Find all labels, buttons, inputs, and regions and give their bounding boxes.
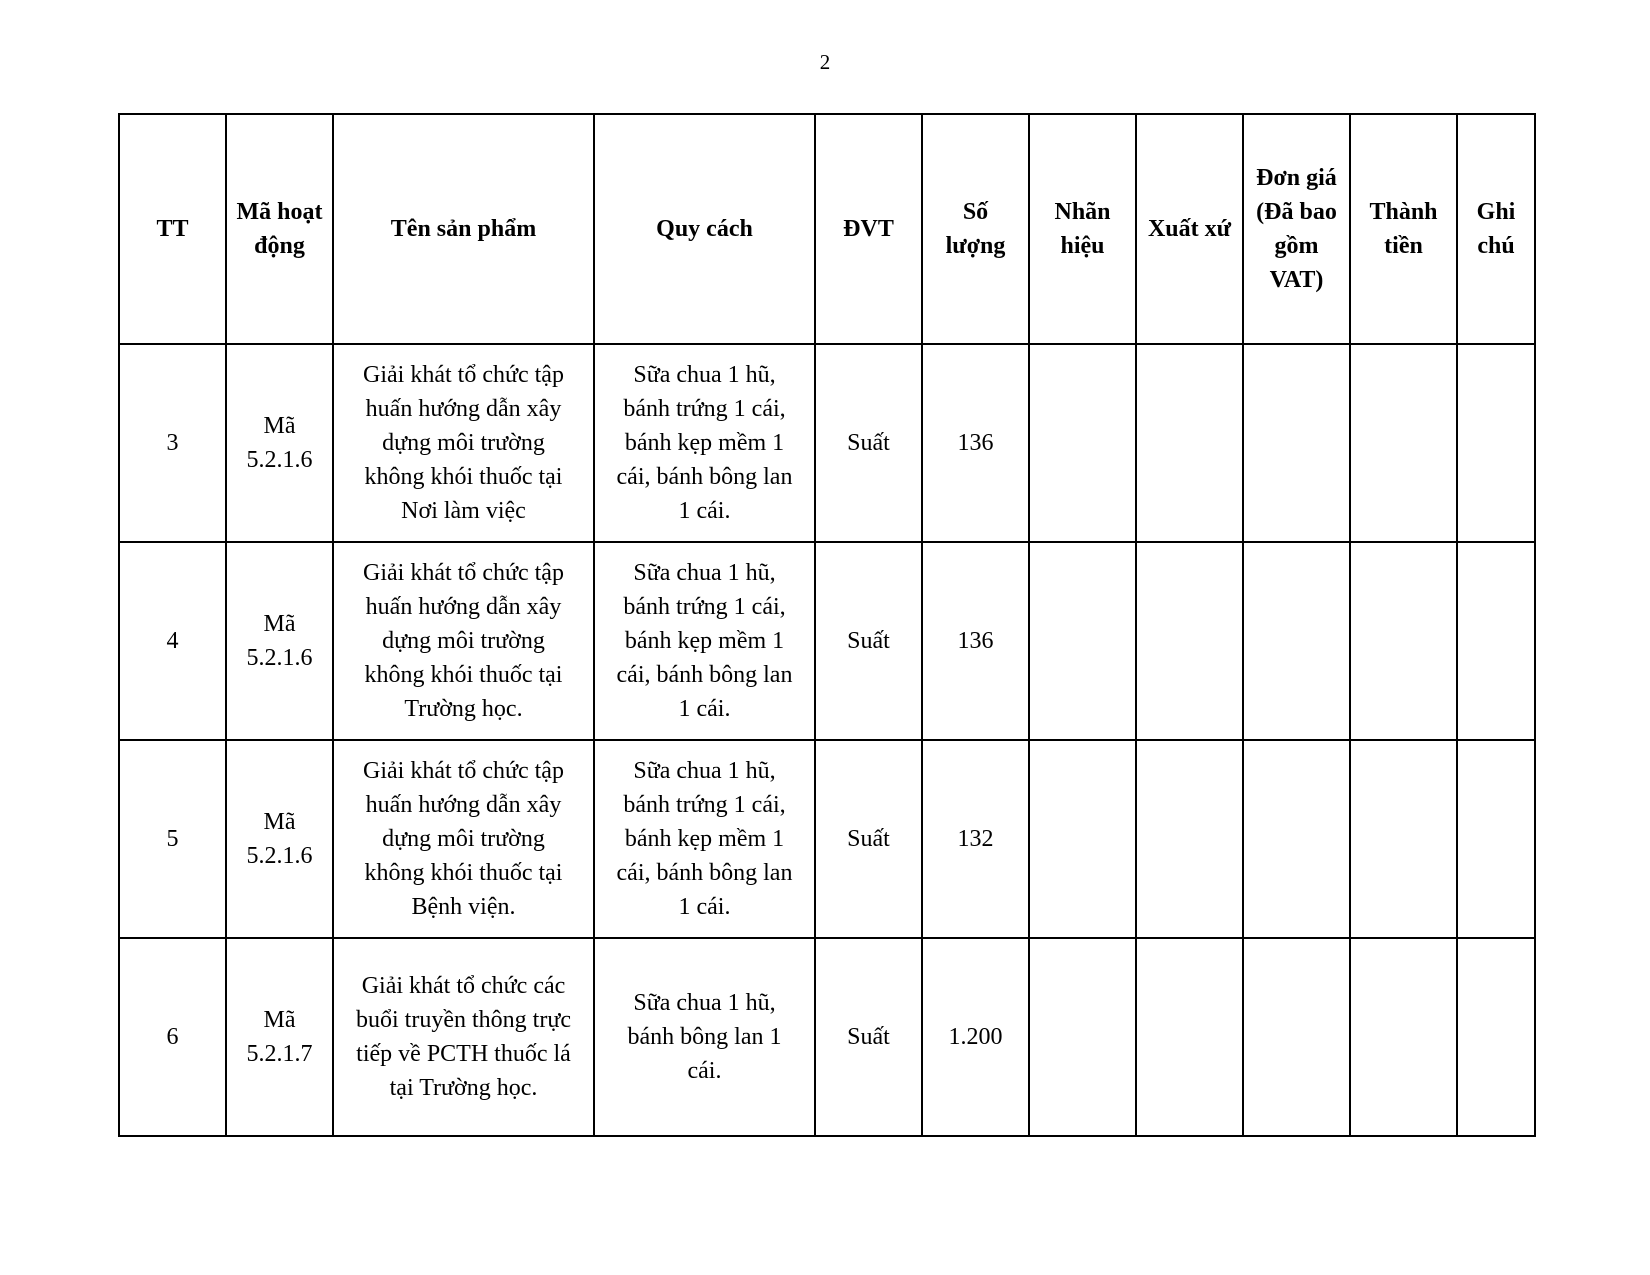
- cell-specification-text: Sữa chua 1 hũ, bánh trứng 1 cái, bánh kẹp mềm 1 cái, bánh bông lan 1 cái.: [616, 362, 793, 524]
- header-unit-price: [1243, 114, 1350, 344]
- cell-activity-code-text: Mã 5.2.1.6: [246, 413, 313, 473]
- header-unit-price-label: Đơn giá (Đã bao gồm VAT): [1256, 165, 1337, 293]
- cell-quantity-text: 132: [957, 826, 994, 852]
- cell-unit: [815, 542, 922, 740]
- cell-product-name: [333, 542, 594, 740]
- header-specification: [594, 114, 815, 344]
- header-origin: [1136, 114, 1243, 344]
- cell-origin: [1136, 542, 1243, 740]
- table-row: [119, 344, 1535, 542]
- header-total: [1350, 114, 1457, 344]
- cell-brand: [1029, 938, 1136, 1136]
- cell-total: [1350, 938, 1457, 1136]
- cell-unit-text: Suất: [847, 628, 890, 654]
- table-row: [119, 542, 1535, 740]
- header-row: [119, 114, 1535, 344]
- cell-tt-text: 6: [166, 1024, 179, 1050]
- header-total-label: Thành tiền: [1369, 199, 1438, 259]
- cell-unit-text: Suất: [847, 430, 890, 456]
- header-activity-code-label: Mã hoạt động: [236, 199, 323, 259]
- cell-product-name-text: Giải khát tổ chức các buổi truyền thông trực tiếp về PCTH thuốc lá tại Trường học.: [356, 973, 571, 1101]
- header-brand-label: Nhãn hiệu: [1054, 199, 1111, 259]
- cell-unit-price: [1243, 938, 1350, 1136]
- cell-brand: [1029, 344, 1136, 542]
- cell-total: [1350, 740, 1457, 938]
- cell-product-name: [333, 344, 594, 542]
- header-unit-label: ĐVT: [843, 216, 894, 242]
- page-number: 2: [819, 50, 831, 74]
- cell-quantity: [922, 938, 1029, 1136]
- cell-activity-code: [226, 344, 333, 542]
- cell-specification-text: Sữa chua 1 hũ, bánh bông lan 1 cái.: [627, 990, 782, 1084]
- cell-unit-text: Suất: [847, 1024, 890, 1050]
- cell-tt: [119, 938, 226, 1136]
- cell-quantity: [922, 740, 1029, 938]
- table-header: [119, 114, 1535, 344]
- cell-tt: [119, 344, 226, 542]
- cell-note: [1457, 344, 1535, 542]
- cell-brand: [1029, 542, 1136, 740]
- cell-specification-text: Sữa chua 1 hũ, bánh trứng 1 cái, bánh kẹp mềm 1 cái, bánh bông lan 1 cái.: [616, 560, 793, 722]
- cell-note: [1457, 938, 1535, 1136]
- cell-origin: [1136, 938, 1243, 1136]
- header-brand: [1029, 114, 1136, 344]
- table-row: [119, 740, 1535, 938]
- cell-specification: [594, 542, 815, 740]
- cell-unit-price: [1243, 344, 1350, 542]
- header-quantity: [922, 114, 1029, 344]
- cell-product-name: [333, 740, 594, 938]
- cell-specification: [594, 344, 815, 542]
- cell-tt: [119, 542, 226, 740]
- header-tt: [119, 114, 226, 344]
- cell-unit-price: [1243, 542, 1350, 740]
- cell-unit: [815, 740, 922, 938]
- cell-product-name-text: Giải khát tổ chức tập huấn hướng dẫn xây dựng môi trường không khói thuốc tại Nơi làm việc: [363, 362, 564, 524]
- header-tt-label: TT: [156, 216, 189, 242]
- cell-activity-code: [226, 938, 333, 1136]
- table-row: [119, 938, 1535, 1136]
- cell-quantity: [922, 344, 1029, 542]
- cell-product-name-text: Giải khát tổ chức tập huấn hướng dẫn xây dựng môi trường không khói thuốc tại Bệnh viện.: [363, 758, 564, 920]
- cell-activity-code: [226, 542, 333, 740]
- cell-quantity: [922, 542, 1029, 740]
- header-product-name-label: Tên sản phẩm: [390, 216, 537, 242]
- header-quantity-label: Số lượng: [945, 199, 1006, 259]
- cell-note: [1457, 740, 1535, 938]
- header-specification-label: Quy cách: [656, 216, 753, 242]
- cell-tt: [119, 740, 226, 938]
- cell-tt-text: 4: [166, 628, 179, 654]
- header-note-label: Ghi chú: [1476, 199, 1516, 259]
- cell-product-name: [333, 938, 594, 1136]
- cell-specification: [594, 740, 815, 938]
- cell-note: [1457, 542, 1535, 740]
- header-origin-label: Xuất xứ: [1147, 216, 1232, 242]
- cell-activity-code-text: Mã 5.2.1.7: [246, 1007, 313, 1067]
- cell-tt-text: 5: [166, 826, 179, 852]
- table-body: [119, 344, 1535, 1136]
- cell-origin: [1136, 740, 1243, 938]
- cell-specification-text: Sữa chua 1 hũ, bánh trứng 1 cái, bánh kẹp mềm 1 cái, bánh bông lan 1 cái.: [616, 758, 793, 920]
- cell-unit-price: [1243, 740, 1350, 938]
- header-activity-code: [226, 114, 333, 344]
- cell-unit: [815, 344, 922, 542]
- cell-total: [1350, 344, 1457, 542]
- cell-quantity-text: 136: [957, 430, 994, 456]
- cell-quantity-text: 1.200: [948, 1024, 1003, 1050]
- cell-total: [1350, 542, 1457, 740]
- cell-activity-code-text: Mã 5.2.1.6: [246, 809, 313, 869]
- product-table: [118, 113, 1536, 1137]
- header-unit: [815, 114, 922, 344]
- cell-brand: [1029, 740, 1136, 938]
- cell-product-name-text: Giải khát tổ chức tập huấn hướng dẫn xây dựng môi trường không khói thuốc tại Trường học.: [363, 560, 564, 722]
- cell-quantity-text: 136: [957, 628, 994, 654]
- cell-origin: [1136, 344, 1243, 542]
- header-product-name: [333, 114, 594, 344]
- cell-activity-code: [226, 740, 333, 938]
- cell-unit-text: Suất: [847, 826, 890, 852]
- cell-unit: [815, 938, 922, 1136]
- cell-tt-text: 3: [166, 430, 179, 456]
- cell-specification: [594, 938, 815, 1136]
- header-note: [1457, 114, 1535, 344]
- cell-activity-code-text: Mã 5.2.1.6: [246, 611, 313, 671]
